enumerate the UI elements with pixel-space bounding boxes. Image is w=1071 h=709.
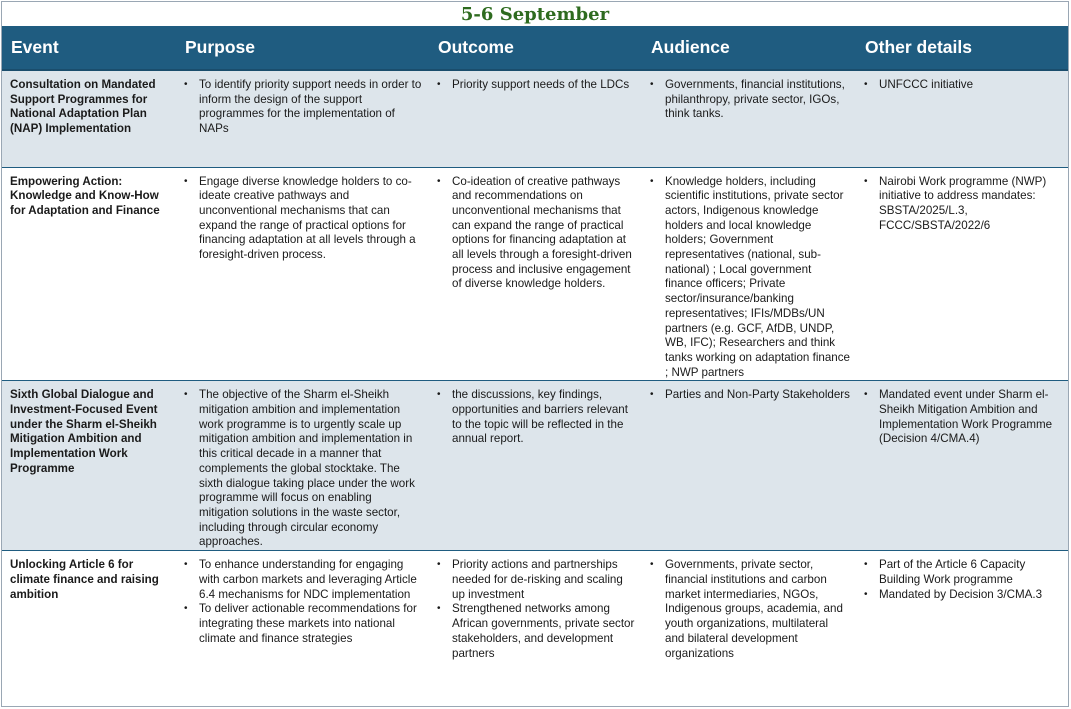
event-name: Empowering Action: Knowledge and Know-How for Adaptation and Finance [2, 167, 176, 381]
audience-cell [642, 70, 856, 167]
audience-cell [642, 381, 856, 551]
list-item: • Co-ideation of creative pathways and recommendations on unconventional mechanisms that can expand the range of practical options for financing adaptation at all levels through a foresight-driven process and inclusive engagement of diverse knowledge holders. [437, 175, 636, 293]
other-details-cell [856, 381, 1069, 551]
list-item: • Mandated by Decision 3/CMA.3 [864, 588, 1064, 603]
list-item: • Governments, private sector, financial institutions and carbon market intermediaries, NGOs, Indigenous groups, academia, and youth organizations, multilateral and bilateral development organizations [650, 558, 850, 661]
list-item: • To deliver actionable recommendations for integrating these markets into national climate and finance strategies [184, 602, 423, 646]
table-row [2, 70, 1069, 167]
outcome-cell [429, 381, 642, 551]
list-item: • Knowledge holders, including scientific institutions, private sector actors, Indigenous knowledge holders and local knowledge holders; Government representatives (national, sub-national) ; Local government finance officers; Private sector/insurance/banking representatives; IFIs/MDBs/UN partners (e.g. GCF, AfDB, UNDP, WB, IFC); Researchers and think tanks working on adaptation finance ; NWP partners [650, 175, 850, 381]
list-item: • Part of the Article 6 Capacity Building Work programme [864, 558, 1064, 587]
header-event: Event [2, 26, 176, 70]
header-audience: Audience [642, 26, 856, 70]
table-row [2, 167, 1069, 381]
purpose-cell [176, 167, 429, 381]
list-item: • Strengthened networks among African governments, private sector stakeholders, and development partners [437, 602, 636, 661]
list-item: • UNFCCC initiative [864, 78, 1064, 93]
event-name: Sixth Global Dialogue and Investment-Focused Event under the Sharm el-Sheikh Mitigation Ambition and Implementation Work Programme [2, 381, 176, 551]
list-item: • Priority actions and partnerships needed for de-risking and scaling up investment [437, 558, 636, 602]
list-item: • Nairobi Work programme (NWP) initiative to address mandates: SBSTA/2025/L.3, FCCC/SBSTA/2022/6 [864, 175, 1064, 234]
list-item: • Priority support needs of the LDCs [437, 78, 636, 93]
outcome-cell [429, 167, 642, 381]
header-outcome: Outcome [429, 26, 642, 70]
events-table [2, 26, 1069, 707]
outcome-cell [429, 70, 642, 167]
list-item: • Governments, financial institutions, philanthropy, private sector, IGOs, think tanks. [650, 78, 850, 122]
audience-cell [642, 167, 856, 381]
audience-cell [642, 551, 856, 707]
table-row [2, 551, 1069, 707]
other-details-cell [856, 70, 1069, 167]
event-name: Unlocking Article 6 for climate finance and raising ambition [2, 551, 176, 707]
list-item: • Mandated event under Sharm el-Sheikh Mitigation Ambition and Implementation Work Programme (Decision 4/CMA.4) [864, 388, 1064, 447]
other-details-cell [856, 551, 1069, 707]
header-row [2, 26, 1069, 70]
date-title: 5-6 September [460, 4, 610, 25]
header-purpose: Purpose [176, 26, 429, 70]
list-item: • the discussions, key findings, opportunities and barriers relevant to the topic will be reflected in the annual report. [437, 388, 636, 447]
event-name: Consultation on Mandated Support Programmes for National Adaptation Plan (NAP) Implementation [2, 70, 176, 167]
outcome-cell [429, 551, 642, 707]
header-other-details: Other details [856, 26, 1069, 70]
events-schedule [1, 1, 1069, 707]
list-item: • The objective of the Sharm el-Sheikh mitigation ambition and implementation work programme is to urgently scale up mitigation ambition and implementation in this critical decade in a manner that complements the global stocktake. The sixth dialogue taking place under the work programme will focus on enabling mitigation solutions in the waste sector, including through circular economy approaches. [184, 388, 423, 550]
purpose-cell [176, 70, 429, 167]
purpose-cell [176, 551, 429, 707]
purpose-cell [176, 381, 429, 551]
list-item: • To identify priority support needs in order to inform the design of the support programmes for the implementation of NAPs [184, 78, 423, 137]
list-item: • Parties and Non-Party Stakeholders [650, 388, 850, 403]
list-item: • To enhance understanding for engaging with carbon markets and leveraging Article 6.4 mechanisms for NDC implementation [184, 558, 423, 602]
other-details-cell [856, 167, 1069, 381]
list-item: • Engage diverse knowledge holders to co-ideate creative pathways and unconventional mechanisms that can expand the range of practical options for financing adaptation at all levels through a foresight-driven process. [184, 175, 423, 263]
table-row [2, 381, 1069, 551]
